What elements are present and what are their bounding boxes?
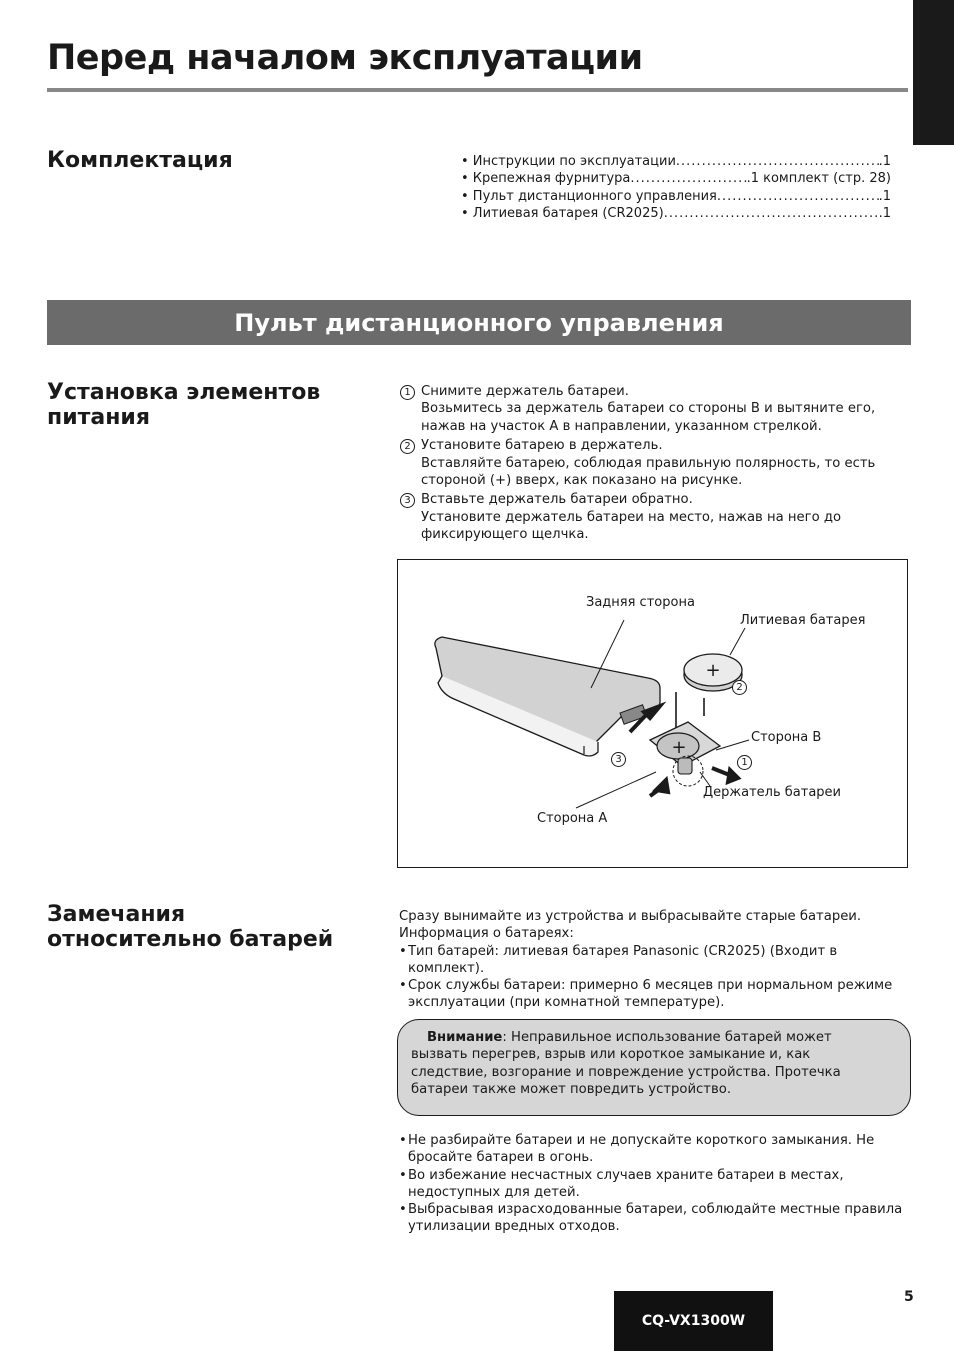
contents-item: • Пульт дистанционного управления ..... .1: [461, 188, 891, 205]
title-rule: [47, 88, 908, 92]
step-title: Установите батарею в держатель.: [421, 438, 663, 454]
label-battery-holder: Держатель батареи: [703, 785, 841, 800]
callout-3: 3: [611, 752, 626, 767]
section-banner: Пульт дистанционного управления: [47, 300, 911, 345]
notes-bullet: • Тип батарей: литиевая батарея Panasonic (CR2025) (Входит в комплект).: [399, 943, 838, 976]
warning-text: : Неправильное использование батарей может вызвать перегрев, взрыв или короткое замыкание и, как следствие, возгорание и повреждение устройства. Протечка батареи также может повредить устройство.: [411, 1030, 841, 1097]
step-number: 1: [400, 385, 415, 400]
warning-bullets: [399, 1132, 911, 1236]
install-steps: [399, 383, 911, 546]
holder-tab: [678, 758, 692, 774]
leader-holder: [700, 772, 710, 786]
battery-install-figure: [397, 559, 908, 868]
step-detail: Установите держатель батареи на место, нажав на него до фиксирующего щелчка.: [421, 509, 842, 543]
battery-notes-heading: Замечания относительно батарей: [47, 902, 334, 952]
label-side-b: Сторона B: [751, 730, 822, 745]
page-number: 5: [904, 1289, 914, 1305]
warning-box: [397, 1019, 911, 1116]
page-title: Перед началом эксплуатации: [47, 38, 643, 78]
step-number: 2: [400, 439, 415, 454]
section-tab-marker: [913, 0, 954, 145]
label-lithium-battery: Литиевая батарея: [740, 613, 866, 628]
contents-item: • Крепежная фурнитура ..... .1 комплект (стр. 28): [461, 170, 891, 187]
plus-sign-icon: +: [671, 737, 687, 758]
step-number: 3: [400, 493, 415, 508]
warning-bullet: • Не разбирайте батареи и не допускайте короткого замыкания. Не бросайте батареи в огонь.: [399, 1133, 875, 1166]
step-detail: Вставляйте батарею, соблюдая правильную полярность, то есть стороной (+) вверх, как показано на рисунке.: [421, 455, 876, 489]
warning-bullet: • Во избежание несчастных случаев храните батареи в местах, недоступных для детей.: [399, 1167, 844, 1200]
contents-list: [461, 153, 891, 222]
label-side-a: Сторона А: [537, 811, 608, 826]
label-back-side: Задняя сторона: [586, 595, 695, 610]
step-item: [399, 491, 911, 543]
warning-label: Внимание: [427, 1030, 503, 1045]
battery-notes: [399, 908, 911, 1012]
warning-bullet: • Выбрасывая израсходованные батареи, соблюдайте местные правила утилизации вредных отходов.: [399, 1202, 903, 1235]
callout-2: 2: [732, 680, 747, 695]
step-item: [399, 383, 911, 435]
step-title: Снимите держатель батареи.: [421, 384, 629, 399]
contents-item: • Литиевая батарея (CR2025) ..... .1: [461, 205, 891, 222]
pull-out-arrow-icon: [712, 768, 738, 782]
leader-side-b: [716, 740, 749, 750]
contents-item: • Инструкции по эксплуатации ..... .1: [461, 153, 891, 170]
leader-lithium: [730, 628, 745, 655]
install-heading: Установка элементов питания: [47, 380, 321, 430]
callout-1: 1: [737, 755, 752, 770]
step-title: Вставьте держатель батареи обратно.: [421, 492, 693, 508]
contents-heading: Комплектация: [47, 148, 233, 173]
press-arrow-icon: [650, 780, 668, 796]
leader-side-a: [576, 772, 656, 808]
notes-intro: Сразу вынимайте из устройства и выбрасывайте старые батареи.: [399, 909, 862, 924]
plus-sign-icon: +: [705, 660, 721, 681]
step-detail: Возьмитесь за держатель батареи со стороны B и вытяните его, нажав на участок А в направлении, указанном стрелкой.: [421, 401, 876, 434]
notes-info: Информация о батареях:: [399, 926, 574, 942]
notes-bullet: • Срок службы батареи: примерно 6 месяцев при нормальном режиме эксплуатации (при комнатной температуре).: [399, 978, 893, 1011]
model-label: CQ-VX1300W: [614, 1291, 773, 1351]
step-item: [399, 437, 911, 489]
